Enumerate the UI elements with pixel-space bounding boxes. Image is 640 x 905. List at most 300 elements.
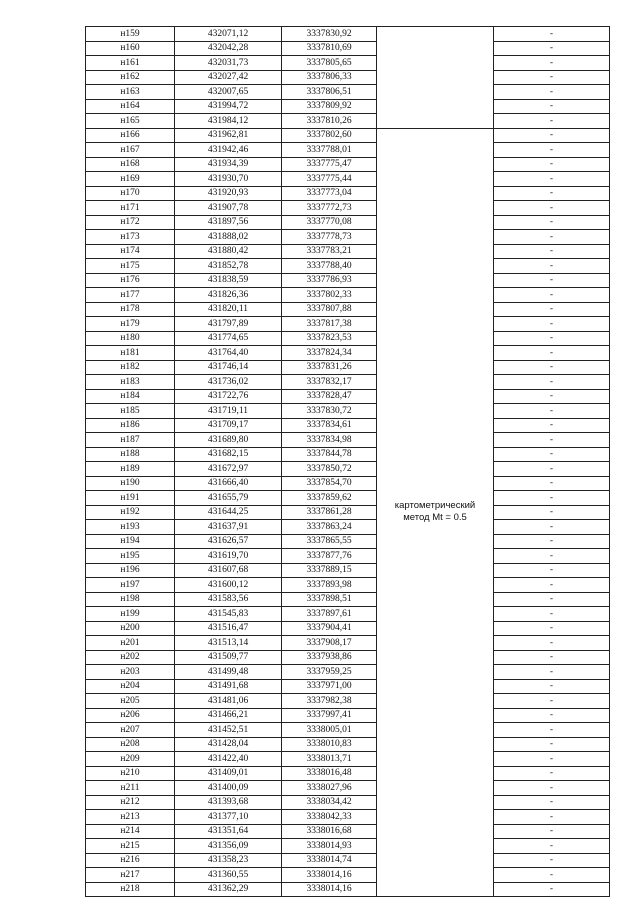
y-coordinate-cell: 3337802,60 <box>282 128 377 143</box>
table-row <box>86 679 610 694</box>
table-row <box>86 244 610 259</box>
table-row <box>86 259 610 274</box>
description-cell: - <box>494 215 610 230</box>
description-cell: - <box>494 259 610 274</box>
point-id-cell: н161 <box>86 56 175 71</box>
point-id-cell: н209 <box>86 752 175 767</box>
x-coordinate-cell: 431409,01 <box>175 766 282 781</box>
description-cell: - <box>494 273 610 288</box>
x-coordinate-cell: 431644,25 <box>175 505 282 520</box>
y-coordinate-cell: 3337982,38 <box>282 694 377 709</box>
point-id-cell: н164 <box>86 99 175 114</box>
x-coordinate-cell: 431962,81 <box>175 128 282 143</box>
x-coordinate-cell: 431481,06 <box>175 694 282 709</box>
method-label-line1: картометрический <box>394 500 476 512</box>
x-coordinate-cell: 431516,47 <box>175 621 282 636</box>
table-row <box>86 418 610 433</box>
point-id-cell: н204 <box>86 679 175 694</box>
point-id-cell: н186 <box>86 418 175 433</box>
y-coordinate-cell: 3338016,68 <box>282 824 377 839</box>
table-row <box>86 708 610 723</box>
description-cell: - <box>494 230 610 245</box>
table-row <box>86 85 610 100</box>
description-cell: - <box>494 41 610 56</box>
y-coordinate-cell: 3338010,83 <box>282 737 377 752</box>
description-cell: - <box>494 781 610 796</box>
description-cell: - <box>494 331 610 346</box>
description-cell: - <box>494 795 610 810</box>
description-cell: - <box>494 491 610 506</box>
y-coordinate-cell: 3337834,98 <box>282 433 377 448</box>
table-row <box>86 549 610 564</box>
table-row <box>86 665 610 680</box>
x-coordinate-cell: 431930,70 <box>175 172 282 187</box>
description-cell: - <box>494 853 610 868</box>
point-id-cell: н196 <box>86 563 175 578</box>
x-coordinate-cell: 431672,97 <box>175 462 282 477</box>
description-cell: - <box>494 752 610 767</box>
x-coordinate-cell: 431709,17 <box>175 418 282 433</box>
point-id-cell: н215 <box>86 839 175 854</box>
table-row <box>86 505 610 520</box>
point-id-cell: н173 <box>86 230 175 245</box>
table-row <box>86 114 610 129</box>
y-coordinate-cell: 3338016,48 <box>282 766 377 781</box>
description-cell: - <box>494 360 610 375</box>
table-row <box>86 592 610 607</box>
x-coordinate-cell: 431907,78 <box>175 201 282 216</box>
point-id-cell: н198 <box>86 592 175 607</box>
description-cell: - <box>494 882 610 897</box>
description-cell: - <box>494 505 610 520</box>
table-row <box>86 288 610 303</box>
point-id-cell: н159 <box>86 27 175 42</box>
point-id-cell: н181 <box>86 346 175 361</box>
point-id-cell: н177 <box>86 288 175 303</box>
x-coordinate-cell: 431994,72 <box>175 99 282 114</box>
y-coordinate-cell: 3337772,73 <box>282 201 377 216</box>
description-cell: - <box>494 636 610 651</box>
x-coordinate-cell: 431377,10 <box>175 810 282 825</box>
description-cell: - <box>494 114 610 129</box>
table-row <box>86 273 610 288</box>
y-coordinate-cell: 3337832,17 <box>282 375 377 390</box>
y-coordinate-cell: 3337834,61 <box>282 418 377 433</box>
x-coordinate-cell: 431362,29 <box>175 882 282 897</box>
x-coordinate-cell: 431626,57 <box>175 534 282 549</box>
table-row <box>86 230 610 245</box>
point-id-cell: н170 <box>86 186 175 201</box>
point-id-cell: н217 <box>86 868 175 883</box>
table-row <box>86 346 610 361</box>
description-cell: - <box>494 128 610 143</box>
y-coordinate-cell: 3337805,65 <box>282 56 377 71</box>
table-row <box>86 143 610 158</box>
y-coordinate-cell: 3337863,24 <box>282 520 377 535</box>
y-coordinate-cell: 3337865,55 <box>282 534 377 549</box>
y-coordinate-cell: 3337997,41 <box>282 708 377 723</box>
table-row <box>86 201 610 216</box>
coordinates-table <box>85 26 610 897</box>
y-coordinate-cell: 3337959,25 <box>282 665 377 680</box>
y-coordinate-cell: 3337897,61 <box>282 607 377 622</box>
point-id-cell: н168 <box>86 157 175 172</box>
x-coordinate-cell: 431452,51 <box>175 723 282 738</box>
table-row <box>86 650 610 665</box>
description-cell: - <box>494 186 610 201</box>
table-row <box>86 868 610 883</box>
point-id-cell: н212 <box>86 795 175 810</box>
y-coordinate-cell: 3337859,62 <box>282 491 377 506</box>
table-row <box>86 70 610 85</box>
x-coordinate-cell: 431499,48 <box>175 665 282 680</box>
y-coordinate-cell: 3337809,92 <box>282 99 377 114</box>
table-row <box>86 795 610 810</box>
y-coordinate-cell: 3337854,70 <box>282 476 377 491</box>
point-id-cell: н180 <box>86 331 175 346</box>
point-id-cell: н216 <box>86 853 175 868</box>
coordinates-table-body <box>86 27 610 897</box>
table-row <box>86 331 610 346</box>
description-cell: - <box>494 462 610 477</box>
description-cell: - <box>494 607 610 622</box>
point-id-cell: н210 <box>86 766 175 781</box>
description-cell: - <box>494 244 610 259</box>
point-id-cell: н175 <box>86 259 175 274</box>
y-coordinate-cell: 3337806,51 <box>282 85 377 100</box>
y-coordinate-cell: 3337850,72 <box>282 462 377 477</box>
y-coordinate-cell: 3337861,28 <box>282 505 377 520</box>
table-row <box>86 636 610 651</box>
y-coordinate-cell: 3337830,92 <box>282 27 377 42</box>
table-row <box>86 520 610 535</box>
description-cell: - <box>494 447 610 462</box>
x-coordinate-cell: 432027,42 <box>175 70 282 85</box>
table-row <box>86 27 610 42</box>
description-cell: - <box>494 404 610 419</box>
description-cell: - <box>494 549 610 564</box>
table-row <box>86 694 610 709</box>
description-cell: - <box>494 723 610 738</box>
x-coordinate-cell: 431746,14 <box>175 360 282 375</box>
point-id-cell: н191 <box>86 491 175 506</box>
x-coordinate-cell: 431466,21 <box>175 708 282 723</box>
table-row <box>86 317 610 332</box>
point-id-cell: н182 <box>86 360 175 375</box>
description-cell: - <box>494 433 610 448</box>
y-coordinate-cell: 3338034,42 <box>282 795 377 810</box>
y-coordinate-cell: 3338014,74 <box>282 853 377 868</box>
y-coordinate-cell: 3337893,98 <box>282 578 377 593</box>
point-id-cell: н207 <box>86 723 175 738</box>
x-coordinate-cell: 431719,11 <box>175 404 282 419</box>
table-row <box>86 186 610 201</box>
point-id-cell: н172 <box>86 215 175 230</box>
point-id-cell: н171 <box>86 201 175 216</box>
description-cell: - <box>494 302 610 317</box>
y-coordinate-cell: 3338027,96 <box>282 781 377 796</box>
description-cell: - <box>494 621 610 636</box>
description-cell: - <box>494 346 610 361</box>
y-coordinate-cell: 3337830,72 <box>282 404 377 419</box>
description-cell: - <box>494 143 610 158</box>
table-row <box>86 215 610 230</box>
y-coordinate-cell: 3337904,41 <box>282 621 377 636</box>
table-row <box>86 534 610 549</box>
table-row <box>86 462 610 477</box>
x-coordinate-cell: 431360,55 <box>175 868 282 883</box>
table-row <box>86 172 610 187</box>
table-row <box>86 433 610 448</box>
x-coordinate-cell: 431722,76 <box>175 389 282 404</box>
y-coordinate-cell: 3337938,86 <box>282 650 377 665</box>
x-coordinate-cell: 431637,91 <box>175 520 282 535</box>
y-coordinate-cell: 3337908,17 <box>282 636 377 651</box>
x-coordinate-cell: 431736,02 <box>175 375 282 390</box>
y-coordinate-cell: 3337810,69 <box>282 41 377 56</box>
point-id-cell: н200 <box>86 621 175 636</box>
table-row <box>86 563 610 578</box>
description-cell: - <box>494 737 610 752</box>
x-coordinate-cell: 431619,70 <box>175 549 282 564</box>
point-id-cell: н169 <box>86 172 175 187</box>
x-coordinate-cell: 431934,39 <box>175 157 282 172</box>
description-cell: - <box>494 375 610 390</box>
description-cell: - <box>494 85 610 100</box>
y-coordinate-cell: 3337844,78 <box>282 447 377 462</box>
table-row <box>86 476 610 491</box>
y-coordinate-cell: 3337831,26 <box>282 360 377 375</box>
description-cell: - <box>494 578 610 593</box>
y-coordinate-cell: 3338013,71 <box>282 752 377 767</box>
table-row <box>86 447 610 462</box>
y-coordinate-cell: 3337773,04 <box>282 186 377 201</box>
table-row <box>86 41 610 56</box>
description-cell: - <box>494 201 610 216</box>
point-id-cell: н213 <box>86 810 175 825</box>
point-id-cell: н176 <box>86 273 175 288</box>
table-row <box>86 882 610 897</box>
table-row <box>86 491 610 506</box>
x-coordinate-cell: 431428,04 <box>175 737 282 752</box>
description-cell: - <box>494 810 610 825</box>
y-coordinate-cell: 3337788,01 <box>282 143 377 158</box>
x-coordinate-cell: 431888,02 <box>175 230 282 245</box>
y-coordinate-cell: 3337802,33 <box>282 288 377 303</box>
table-row <box>86 302 610 317</box>
x-coordinate-cell: 431607,68 <box>175 563 282 578</box>
description-cell: - <box>494 27 610 42</box>
x-coordinate-cell: 431682,15 <box>175 447 282 462</box>
table-row <box>86 853 610 868</box>
y-coordinate-cell: 3337788,40 <box>282 259 377 274</box>
table-row <box>86 737 610 752</box>
x-coordinate-cell: 431852,78 <box>175 259 282 274</box>
point-id-cell: н166 <box>86 128 175 143</box>
x-coordinate-cell: 431920,93 <box>175 186 282 201</box>
description-cell: - <box>494 476 610 491</box>
x-coordinate-cell: 431689,80 <box>175 433 282 448</box>
description-cell: - <box>494 56 610 71</box>
x-coordinate-cell: 431509,77 <box>175 650 282 665</box>
y-coordinate-cell: 3337898,51 <box>282 592 377 607</box>
x-coordinate-cell: 431393,68 <box>175 795 282 810</box>
table-row <box>86 128 610 143</box>
point-id-cell: н199 <box>86 607 175 622</box>
table-row <box>86 752 610 767</box>
x-coordinate-cell: 431351,64 <box>175 824 282 839</box>
description-cell: - <box>494 839 610 854</box>
y-coordinate-cell: 3337770,08 <box>282 215 377 230</box>
x-coordinate-cell: 432071,12 <box>175 27 282 42</box>
x-coordinate-cell: 431655,79 <box>175 491 282 506</box>
description-cell: - <box>494 766 610 781</box>
point-id-cell: н193 <box>86 520 175 535</box>
y-coordinate-cell: 3337775,47 <box>282 157 377 172</box>
x-coordinate-cell: 431942,46 <box>175 143 282 158</box>
table-row <box>86 621 610 636</box>
table-row <box>86 839 610 854</box>
y-coordinate-cell: 3338042,33 <box>282 810 377 825</box>
y-coordinate-cell: 3337889,15 <box>282 563 377 578</box>
point-id-cell: н183 <box>86 375 175 390</box>
x-coordinate-cell: 431491,68 <box>175 679 282 694</box>
x-coordinate-cell: 431583,56 <box>175 592 282 607</box>
point-id-cell: н162 <box>86 70 175 85</box>
point-id-cell: н218 <box>86 882 175 897</box>
point-id-cell: н208 <box>86 737 175 752</box>
x-coordinate-cell: 431820,11 <box>175 302 282 317</box>
description-cell: - <box>494 70 610 85</box>
description-cell: - <box>494 157 610 172</box>
description-cell: - <box>494 389 610 404</box>
method-label-line2: метод Mt = 0.5 <box>403 512 467 524</box>
x-coordinate-cell: 431984,12 <box>175 114 282 129</box>
y-coordinate-cell: 3337807,88 <box>282 302 377 317</box>
point-id-cell: н205 <box>86 694 175 709</box>
description-cell: - <box>494 708 610 723</box>
table-row <box>86 766 610 781</box>
point-id-cell: н163 <box>86 85 175 100</box>
x-coordinate-cell: 431666,40 <box>175 476 282 491</box>
description-cell: - <box>494 317 610 332</box>
point-id-cell: н187 <box>86 433 175 448</box>
table-row <box>86 360 610 375</box>
x-coordinate-cell: 431400,09 <box>175 781 282 796</box>
table-row <box>86 723 610 738</box>
table-row <box>86 404 610 419</box>
point-id-cell: н206 <box>86 708 175 723</box>
description-cell: - <box>494 172 610 187</box>
point-id-cell: н188 <box>86 447 175 462</box>
x-coordinate-cell: 431600,12 <box>175 578 282 593</box>
description-cell: - <box>494 650 610 665</box>
table-row <box>86 578 610 593</box>
table-row <box>86 389 610 404</box>
x-coordinate-cell: 432007,65 <box>175 85 282 100</box>
description-cell: - <box>494 99 610 114</box>
point-id-cell: н174 <box>86 244 175 259</box>
description-cell: - <box>494 679 610 694</box>
x-coordinate-cell: 431838,59 <box>175 273 282 288</box>
description-cell: - <box>494 665 610 680</box>
point-id-cell: н189 <box>86 462 175 477</box>
table-row <box>86 781 610 796</box>
description-cell: - <box>494 520 610 535</box>
y-coordinate-cell: 3338005,01 <box>282 723 377 738</box>
point-id-cell: н184 <box>86 389 175 404</box>
y-coordinate-cell: 3337817,38 <box>282 317 377 332</box>
y-coordinate-cell: 3337810,26 <box>282 114 377 129</box>
y-coordinate-cell: 3337971,00 <box>282 679 377 694</box>
point-id-cell: н167 <box>86 143 175 158</box>
method-cell <box>377 128 494 897</box>
point-id-cell: н179 <box>86 317 175 332</box>
y-coordinate-cell: 3337823,53 <box>282 331 377 346</box>
x-coordinate-cell: 431880,42 <box>175 244 282 259</box>
x-coordinate-cell: 431826,36 <box>175 288 282 303</box>
point-id-cell: н160 <box>86 41 175 56</box>
point-id-cell: н211 <box>86 781 175 796</box>
table-row <box>86 157 610 172</box>
y-coordinate-cell: 3337778,73 <box>282 230 377 245</box>
table-row <box>86 824 610 839</box>
point-id-cell: н195 <box>86 549 175 564</box>
description-cell: - <box>494 592 610 607</box>
description-cell: - <box>494 868 610 883</box>
point-id-cell: н201 <box>86 636 175 651</box>
y-coordinate-cell: 3338014,16 <box>282 882 377 897</box>
y-coordinate-cell: 3337877,76 <box>282 549 377 564</box>
table-row <box>86 56 610 71</box>
point-id-cell: н165 <box>86 114 175 129</box>
description-cell: - <box>494 824 610 839</box>
x-coordinate-cell: 431356,09 <box>175 839 282 854</box>
description-cell: - <box>494 418 610 433</box>
y-coordinate-cell: 3337786,93 <box>282 273 377 288</box>
y-coordinate-cell: 3337828,47 <box>282 389 377 404</box>
y-coordinate-cell: 3338014,93 <box>282 839 377 854</box>
x-coordinate-cell: 431545,83 <box>175 607 282 622</box>
y-coordinate-cell: 3338014,16 <box>282 868 377 883</box>
y-coordinate-cell: 3337775,44 <box>282 172 377 187</box>
point-id-cell: н203 <box>86 665 175 680</box>
table-row <box>86 810 610 825</box>
point-id-cell: н190 <box>86 476 175 491</box>
description-cell: - <box>494 534 610 549</box>
point-id-cell: н192 <box>86 505 175 520</box>
description-cell: - <box>494 288 610 303</box>
point-id-cell: н214 <box>86 824 175 839</box>
x-coordinate-cell: 431422,40 <box>175 752 282 767</box>
table-row <box>86 99 610 114</box>
x-coordinate-cell: 431764,40 <box>175 346 282 361</box>
description-cell: - <box>494 694 610 709</box>
table-row <box>86 375 610 390</box>
x-coordinate-cell: 432031,73 <box>175 56 282 71</box>
point-id-cell: н185 <box>86 404 175 419</box>
point-id-cell: н178 <box>86 302 175 317</box>
y-coordinate-cell: 3337824,34 <box>282 346 377 361</box>
y-coordinate-cell: 3337806,33 <box>282 70 377 85</box>
x-coordinate-cell: 431774,65 <box>175 331 282 346</box>
point-id-cell: н202 <box>86 650 175 665</box>
description-cell: - <box>494 563 610 578</box>
point-id-cell: н197 <box>86 578 175 593</box>
x-coordinate-cell: 432042,28 <box>175 41 282 56</box>
y-coordinate-cell: 3337783,21 <box>282 244 377 259</box>
method-cell-empty <box>377 27 494 129</box>
